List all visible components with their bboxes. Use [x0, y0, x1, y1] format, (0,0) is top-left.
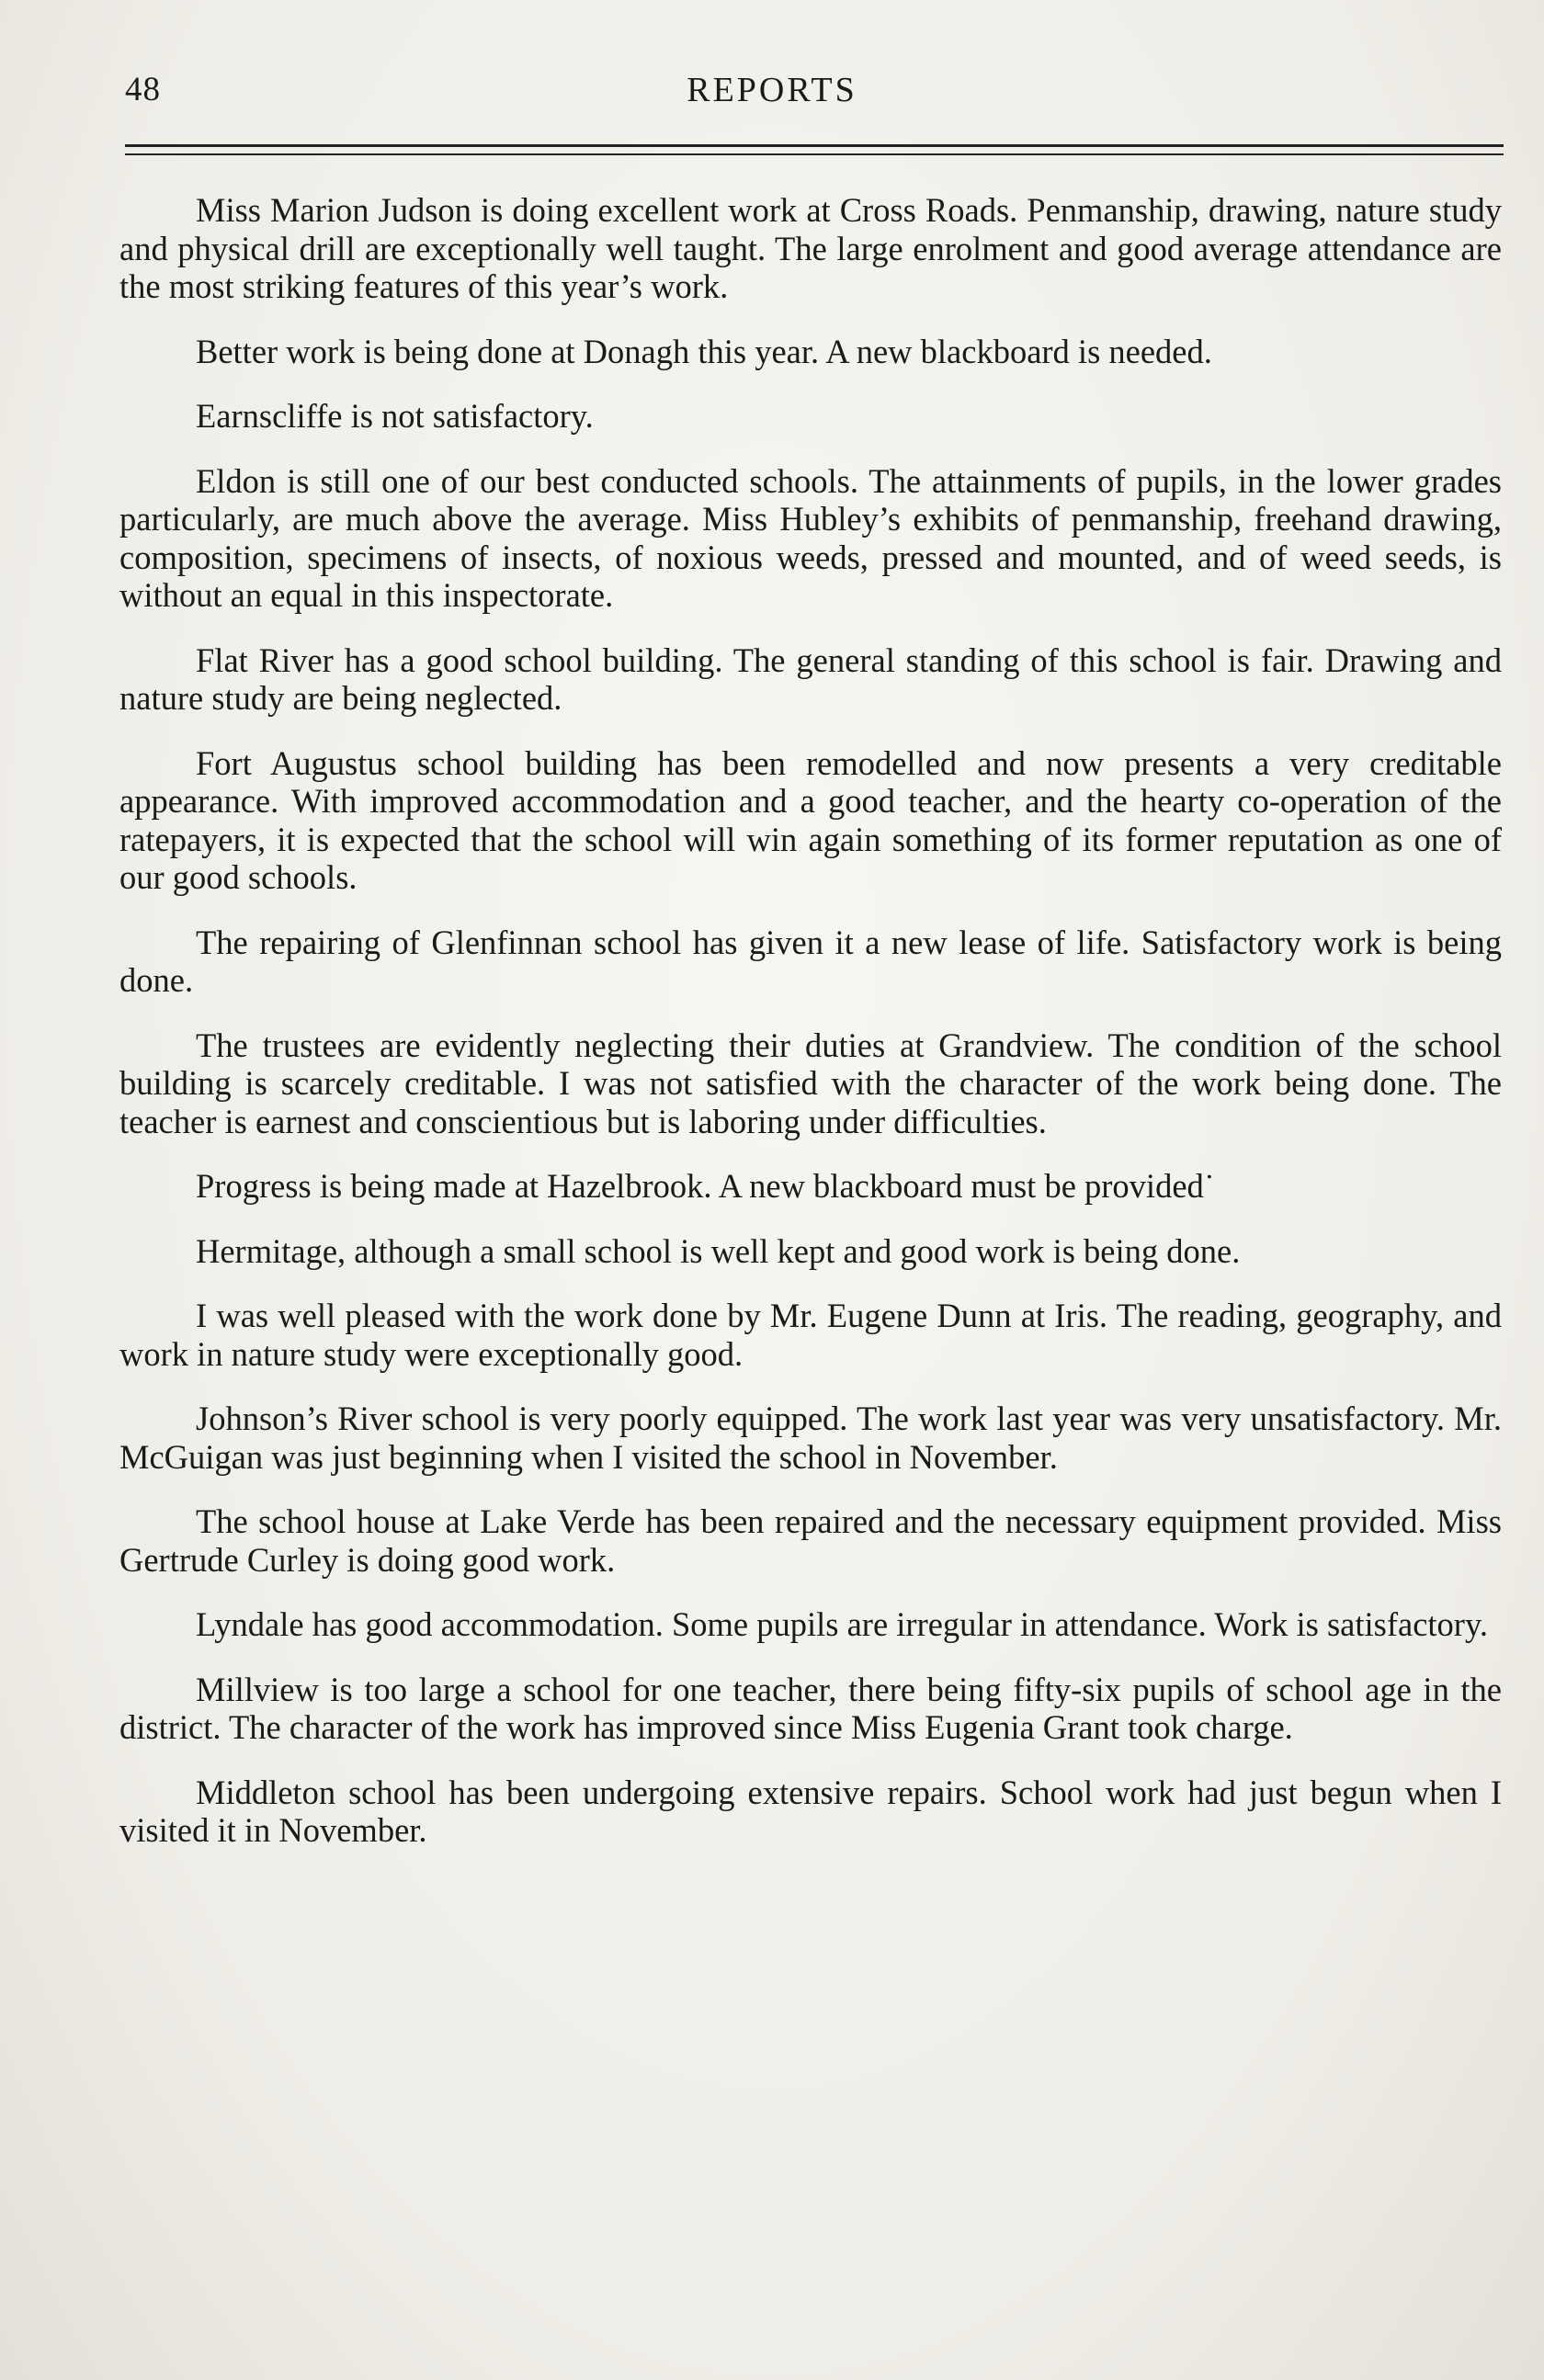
paragraph-millview: Millview is too large a school for one teacher, there being fifty-six pupils of school age in the district. The character of the work has improved since Miss Eugenia Grant took charge.	[119, 1670, 1502, 1746]
paragraph-earnscliffe: Earnscliffe is not satisfactory.	[196, 397, 594, 435]
paragraph-fort-augustus: Fort Augustus school building has been remodelled and now presents a very creditable appearance. With improved accommodation and a good teacher, and the hearty co-operation of the ratepayers, it is expected that the school will win again something of its former reputation as one of our good schools.	[119, 743, 1502, 896]
header-rule-top	[125, 144, 1504, 147]
paragraph-middleton: Middleton school has been undergoing extensive repairs. School work had just begun when I visited it in November.	[119, 1773, 1502, 1849]
paragraph-grandview: The trustees are evidently neglecting their duties at Grandview. The condition of the school building is scarcely creditable. I was not satisfied with the character of the work being done. The teacher is earnest and conscientious but is laboring under difficulties.	[119, 1026, 1502, 1140]
page-number: 48	[125, 71, 161, 108]
paragraph-hermitage: Hermitage, although a small school is well kept and good work is being done.	[196, 1231, 1241, 1270]
paragraph-cross-roads: Miss Marion Judson is doing excellent work at Cross Roads. Penmanship, drawing, nature study and physical drill are exceptionally well taught. The large enrolment and good average attendance are the most striking features of this year’s work.	[119, 191, 1502, 305]
body-text	[119, 191, 1502, 1876]
paragraph-eldon: Eldon is still one of our best conducted schools. The attainments of pupils, in the lower grades particularly, are much above the average. Miss Hubley’s exhibits of penmanship, freehand drawing, composition, specimens of insects, of noxious weeds, pressed and mounted, and of weed seeds, is without an equal in this inspectorate.	[119, 461, 1502, 614]
paragraph-lake-verde: The school house at Lake Verde has been repaired and the necessary equipment provided. Miss Gertrude Curley is doing good work.	[119, 1502, 1502, 1579]
paragraph-lyndale: Lyndale has good accommodation. Some pupils are irregular in attendance. Work is satisfactory.	[196, 1605, 1488, 1643]
paragraph-glenfinnan: The repairing of Glenfinnan school has given it a new lease of life. Satisfactory work is being done.	[119, 923, 1502, 999]
paragraph-johnsons-river: Johnson’s River school is very poorly equipped. The work last year was very unsatisfactory. Mr. McGuigan was just beginning when I visited the school in November.	[119, 1400, 1502, 1476]
paragraph-hazelbrook: Progress is being made at Hazelbrook. A new blackboard must be provided˙	[196, 1167, 1215, 1205]
paragraph-donagh: Better work is being done at Donagh this year. A new blackboard is needed.	[196, 332, 1212, 370]
paragraph-flat-river: Flat River has a good school building. The general standing of this school is fair. Drawing and nature study are being neglected.	[119, 640, 1502, 717]
running-title: REPORTS	[687, 71, 857, 109]
header-rule-bottom	[125, 153, 1504, 155]
paragraph-iris: I was well pleased with the work done by Mr. Eugene Dunn at Iris. The reading, geography, and work in nature study were exceptionally good.	[119, 1297, 1502, 1373]
